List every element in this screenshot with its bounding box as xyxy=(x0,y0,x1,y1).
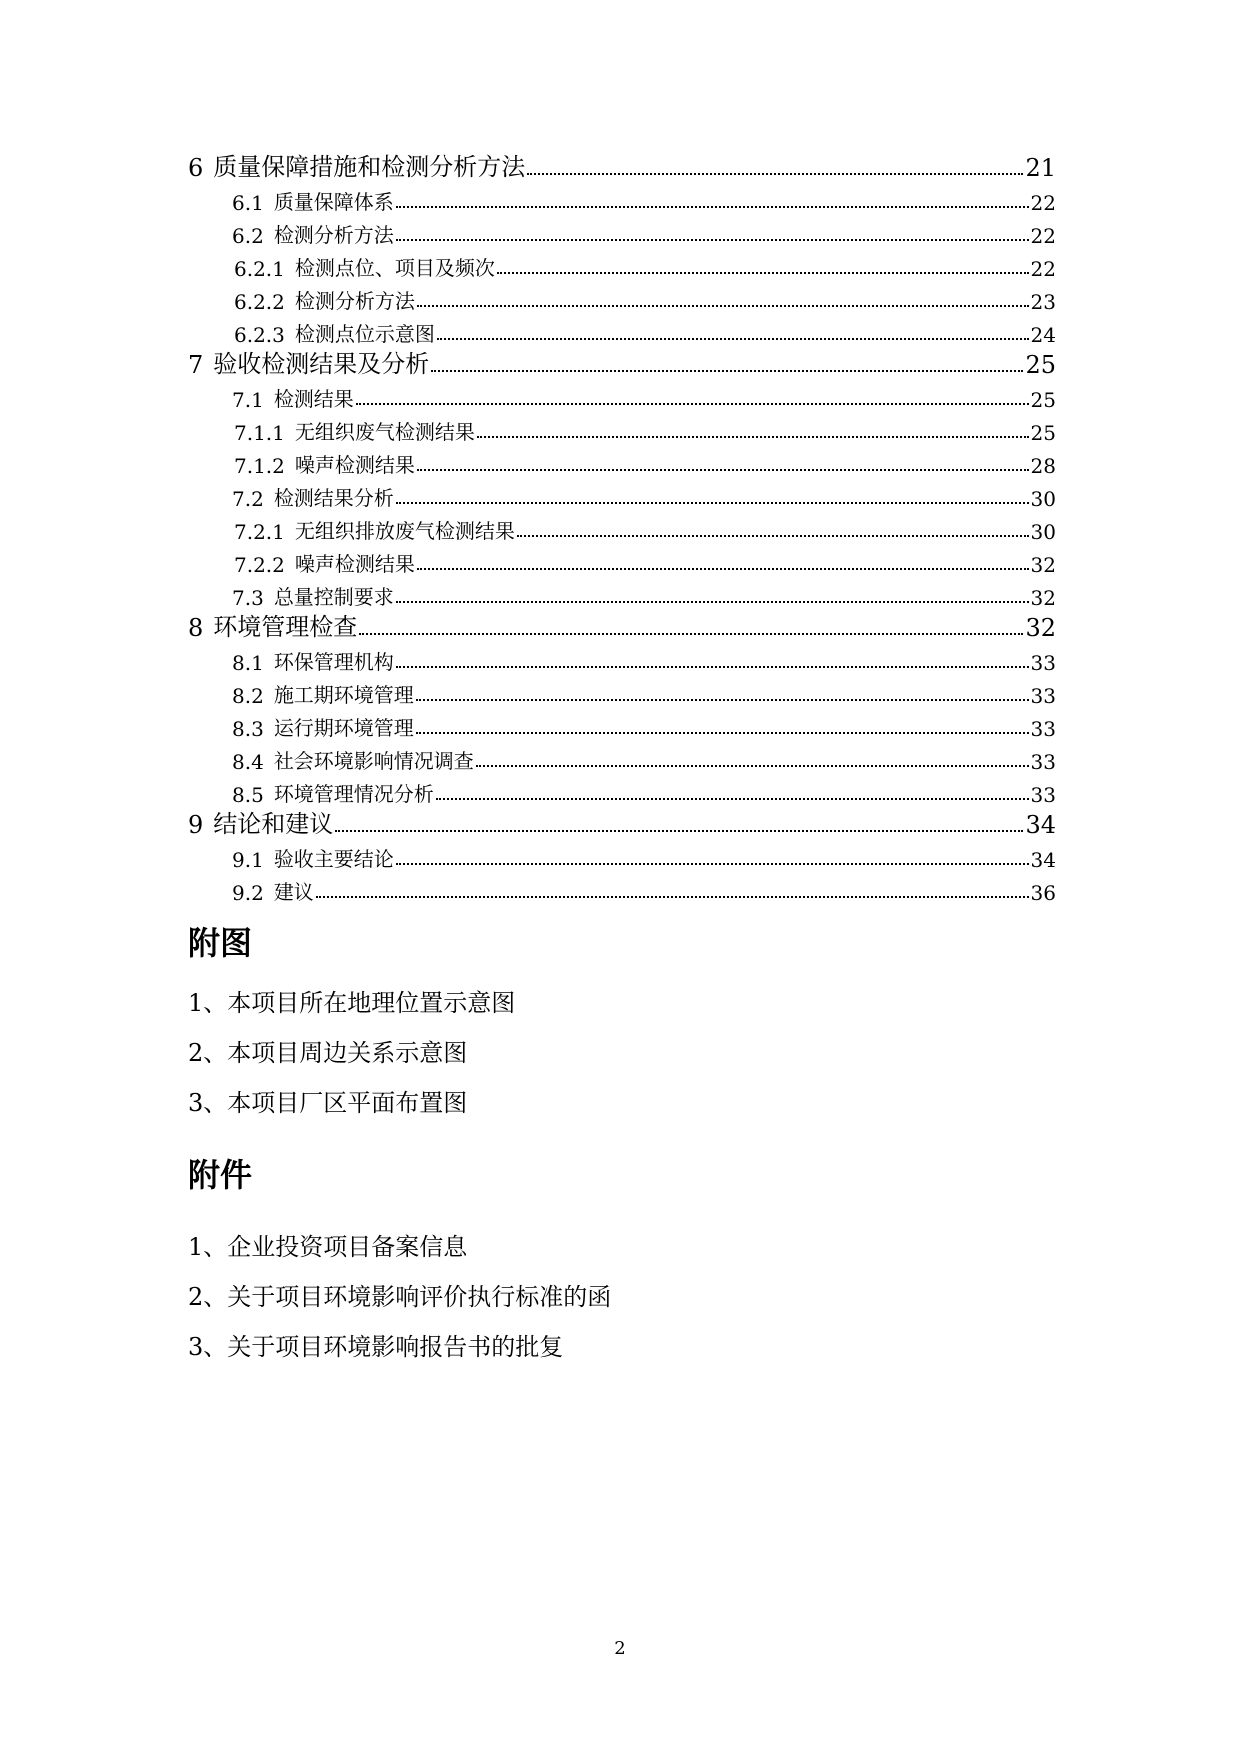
toc-dot-leader xyxy=(417,305,1029,307)
toc-entry-page: 23 xyxy=(1030,290,1056,314)
toc-entry-title: 环境管理检查 xyxy=(213,613,358,641)
toc-entry[interactable] xyxy=(188,412,1056,445)
toc-entry-title: 建议 xyxy=(273,880,314,904)
toc-entry[interactable] xyxy=(188,872,1056,905)
toc-entry-page: 36 xyxy=(1030,881,1056,905)
toc-entry[interactable] xyxy=(188,445,1056,478)
toc-entry[interactable] xyxy=(188,215,1056,248)
toc-entry-title: 结论和建议 xyxy=(213,810,334,838)
page-number: 2 xyxy=(614,1638,626,1659)
toc-entry-page: 32 xyxy=(1030,553,1056,577)
toc-entry-number: 6.2.3 xyxy=(234,323,285,347)
toc-dot-leader xyxy=(416,699,1029,701)
toc-entry-number: 9.2 xyxy=(232,881,264,905)
toc-entry-page: 30 xyxy=(1030,520,1056,544)
toc-entry-title: 噪声检测结果 xyxy=(294,453,415,477)
toc-dot-leader xyxy=(476,765,1029,767)
attachment-item[interactable]: 1、企业投资项目备案信息 xyxy=(188,1233,468,1261)
toc-entry-number: 8.3 xyxy=(232,717,264,741)
toc-entry-page: 30 xyxy=(1030,487,1056,511)
toc-entry-page: 24 xyxy=(1030,323,1056,347)
figure-item[interactable]: 3、本项目厂区平面布置图 xyxy=(188,1089,468,1117)
toc-entry-page: 28 xyxy=(1030,454,1056,478)
toc-entry-page: 34 xyxy=(1030,848,1056,872)
toc-entry-page: 33 xyxy=(1030,651,1056,675)
toc-entry[interactable] xyxy=(188,379,1056,412)
toc-entry-number: 9.1 xyxy=(232,848,264,872)
figure-item[interactable]: 1、本项目所在地理位置示意图 xyxy=(188,989,516,1017)
toc-entry-title: 检测点位、项目及频次 xyxy=(294,256,495,280)
toc-entry[interactable] xyxy=(188,478,1056,511)
toc-entry-number: 6.1 xyxy=(232,191,264,215)
toc-entry-title: 检测结果分析 xyxy=(273,486,394,510)
toc-dot-leader xyxy=(396,206,1029,208)
toc-entry[interactable] xyxy=(188,610,1056,642)
toc-dot-leader xyxy=(527,173,1023,175)
toc-entry-number: 8.2 xyxy=(232,684,264,708)
toc-entry-number: 7.1.1 xyxy=(234,421,285,445)
figure-item[interactable]: 2、本项目周边关系示意图 xyxy=(188,1039,468,1067)
toc-entry-page: 22 xyxy=(1030,191,1056,215)
toc-entry-page: 34 xyxy=(1025,811,1056,839)
attachment-item[interactable]: 3、关于项目环境影响报告书的批复 xyxy=(188,1333,564,1361)
toc-dot-leader xyxy=(517,535,1029,537)
toc-entry-title: 检测结果 xyxy=(273,387,354,411)
toc-entry-title: 社会环境影响情况调查 xyxy=(273,749,474,773)
toc-dot-leader xyxy=(396,502,1029,504)
toc-dot-leader xyxy=(396,666,1029,668)
toc-dot-leader xyxy=(477,436,1029,438)
toc-dot-leader xyxy=(417,469,1029,471)
toc-entry-number: 8.5 xyxy=(232,783,264,807)
toc-entry-page: 33 xyxy=(1030,783,1056,807)
toc-entry-number: 7.2.2 xyxy=(234,553,285,577)
toc-entry[interactable] xyxy=(188,182,1056,215)
toc-entry-page: 33 xyxy=(1030,750,1056,774)
toc-entry-title: 质量保障体系 xyxy=(273,190,394,214)
toc-entry[interactable] xyxy=(188,511,1056,544)
toc-dot-leader xyxy=(396,239,1029,241)
toc-entry-page: 25 xyxy=(1030,421,1056,445)
toc-dot-leader xyxy=(437,338,1029,340)
toc-entry[interactable] xyxy=(188,708,1056,741)
toc-entry-page: 33 xyxy=(1030,684,1056,708)
toc-entry-page: 33 xyxy=(1030,717,1056,741)
toc-entry-number: 6.2.2 xyxy=(234,290,285,314)
toc-entry[interactable] xyxy=(188,248,1056,281)
toc-dot-leader xyxy=(396,601,1029,603)
toc-entry-title: 噪声检测结果 xyxy=(294,552,415,576)
toc-entry-page: 22 xyxy=(1030,257,1056,281)
toc-entry[interactable] xyxy=(188,314,1056,347)
toc-entry-title: 环境管理情况分析 xyxy=(273,782,434,806)
toc-entry-number: 8 xyxy=(188,614,204,642)
toc-entry-page: 25 xyxy=(1025,351,1056,379)
toc-entry-number: 8.1 xyxy=(232,651,264,675)
attachment-item[interactable]: 2、关于项目环境影响评价执行标准的函 xyxy=(188,1283,612,1311)
toc-entry-title: 检测分析方法 xyxy=(273,223,394,247)
toc-dot-leader xyxy=(416,732,1029,734)
toc-entry-number: 6.2 xyxy=(232,224,264,248)
toc-entry[interactable] xyxy=(188,774,1056,807)
figures-heading: 附图 xyxy=(188,924,253,962)
toc-entry[interactable] xyxy=(188,347,1056,379)
toc-entry-number: 9 xyxy=(188,811,204,839)
toc-entry-page: 22 xyxy=(1030,224,1056,248)
toc-entry[interactable] xyxy=(188,807,1056,839)
toc-entry[interactable] xyxy=(188,544,1056,577)
toc-dot-leader xyxy=(396,863,1029,865)
toc-entry-page: 21 xyxy=(1025,154,1056,182)
toc-entry-title: 施工期环境管理 xyxy=(273,683,414,707)
toc-entry-title: 检测分析方法 xyxy=(294,289,415,313)
toc-entry-number: 7.2 xyxy=(232,487,264,511)
toc-entry-title: 无组织排放废气检测结果 xyxy=(294,519,515,543)
attachments-heading: 附件 xyxy=(188,1156,253,1194)
toc-entry-page: 32 xyxy=(1030,586,1056,610)
attachments-list xyxy=(188,1222,611,1372)
toc-entry-title: 无组织废气检测结果 xyxy=(294,420,475,444)
toc-entry-number: 6 xyxy=(188,154,204,182)
toc-entry-number: 7.1 xyxy=(232,388,264,412)
toc-entry-title: 质量保障措施和检测分析方法 xyxy=(213,153,526,181)
toc-entry[interactable] xyxy=(188,675,1056,708)
toc-entry[interactable] xyxy=(188,741,1056,774)
toc-entry-number: 6.2.1 xyxy=(234,257,285,281)
toc-dot-leader xyxy=(359,633,1023,635)
toc-dot-leader xyxy=(417,568,1029,570)
toc-entry[interactable] xyxy=(188,281,1056,314)
toc-dot-leader xyxy=(316,896,1029,898)
toc-entry[interactable] xyxy=(188,839,1056,872)
toc-entry[interactable] xyxy=(188,642,1056,675)
toc-dot-leader xyxy=(431,370,1023,372)
toc-entry-title: 环保管理机构 xyxy=(273,650,394,674)
toc-entry-page: 32 xyxy=(1025,614,1056,642)
toc-entry-title: 验收检测结果及分析 xyxy=(213,350,430,378)
table-of-contents xyxy=(188,150,1056,905)
toc-entry-page: 25 xyxy=(1030,388,1056,412)
toc-entry-title: 运行期环境管理 xyxy=(273,716,414,740)
toc-entry-title: 验收主要结论 xyxy=(273,847,394,871)
toc-entry-number: 7.1.2 xyxy=(234,454,285,478)
toc-dot-leader xyxy=(436,798,1029,800)
toc-entry-number: 7 xyxy=(188,351,204,379)
toc-entry-title: 总量控制要求 xyxy=(273,585,394,609)
toc-entry[interactable] xyxy=(188,577,1056,610)
toc-entry-number: 7.2.1 xyxy=(234,520,285,544)
toc-dot-leader xyxy=(356,403,1029,405)
figures-list xyxy=(188,978,515,1128)
toc-entry-number: 7.3 xyxy=(232,586,264,610)
toc-entry-number: 8.4 xyxy=(232,750,264,774)
toc-entry[interactable] xyxy=(188,150,1056,182)
toc-entry-title: 检测点位示意图 xyxy=(294,322,435,346)
toc-dot-leader xyxy=(335,830,1023,832)
toc-dot-leader xyxy=(497,272,1029,274)
